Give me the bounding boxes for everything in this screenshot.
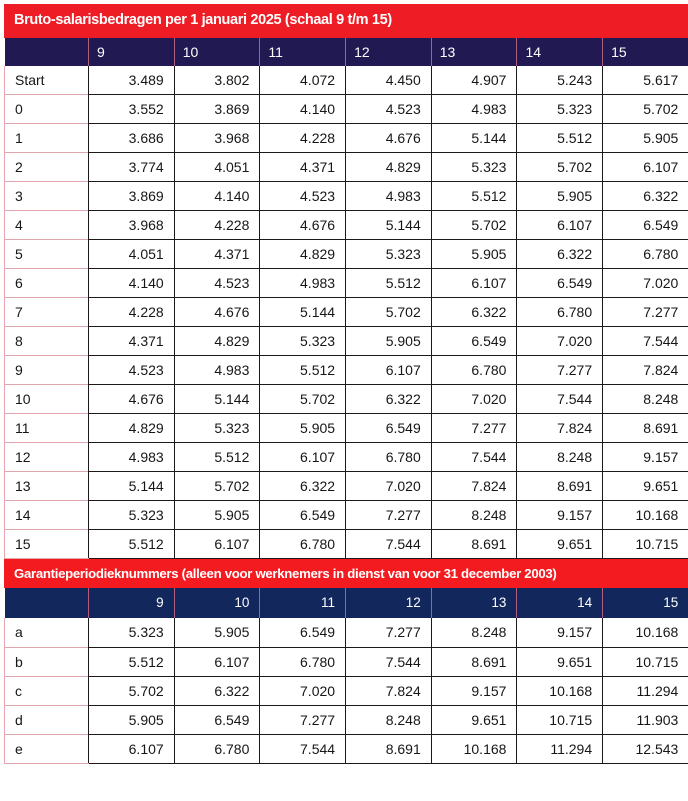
table-row [5,124,688,153]
table-row [5,385,688,414]
table1-cell: 3.869 [89,182,175,211]
table-row [5,472,688,501]
table1-cell: 6.780 [431,356,517,385]
table1-cell: 3.774 [89,153,175,182]
table1-cell: 4.829 [89,414,175,443]
table1-cell: 5.512 [346,269,432,298]
table2-cell: 6.322 [174,676,260,705]
table1-cell: 7.824 [431,472,517,501]
table1-column-header-9: 9 [89,38,175,66]
table1-cell: 5.702 [603,95,688,124]
table1-row-label: 0 [5,95,89,124]
table-row [5,734,688,763]
table1-cell: 4.983 [431,95,517,124]
table1-cell: 5.702 [517,153,603,182]
table1-cell: 4.829 [174,327,260,356]
table1-cell: 4.907 [431,66,517,95]
table-row [5,618,688,647]
table2-cell: 10.715 [603,647,688,676]
table1-cell: 5.905 [431,240,517,269]
table1-cell: 4.140 [260,95,346,124]
table2-cell: 8.248 [346,705,432,734]
table1-cell: 3.686 [89,124,175,153]
table2-body [5,618,688,763]
table2-cell: 5.702 [89,676,175,705]
table1-cell: 3.968 [174,124,260,153]
table1-cell: 8.691 [431,530,517,559]
table2-cell: 5.512 [89,647,175,676]
table2-cell: 8.248 [431,618,517,647]
table1-cell: 9.157 [517,501,603,530]
table1-cell: 4.983 [346,182,432,211]
table1-cell: 4.140 [89,269,175,298]
table-row [5,414,688,443]
table1-column-header-14: 14 [517,38,603,66]
table1-cell: 6.549 [517,269,603,298]
table1-cell: 4.523 [260,182,346,211]
table1-cell: 5.144 [174,385,260,414]
table1-cell: 5.702 [174,472,260,501]
table1-cell: 4.983 [89,443,175,472]
table2-cell: 7.277 [260,705,346,734]
gross-salary-table [4,38,688,560]
table1-cell: 6.780 [603,240,688,269]
table1-cell: 5.905 [174,501,260,530]
table2-cell: 10.168 [517,676,603,705]
table2-cell: 6.107 [89,734,175,763]
table1-cell: 7.020 [346,472,432,501]
table-row [5,676,688,705]
table1-cell: 5.144 [89,472,175,501]
table1-cell: 6.107 [517,211,603,240]
table-row [5,240,688,269]
table1-cell: 4.228 [260,124,346,153]
table1-cell: 6.549 [603,211,688,240]
table1-cell: 6.322 [603,182,688,211]
table2-cell: 5.905 [89,705,175,734]
table2-cell: 10.168 [431,734,517,763]
table-row [5,327,688,356]
table1-cell: 3.968 [89,211,175,240]
table2-cell: 11.294 [517,734,603,763]
table1-cell: 5.512 [260,356,346,385]
table1-title-bar: Bruto-salarisbedragen per 1 januari 2025 (schaal 9 t/m 15) [4,4,688,38]
table2-cell: 5.905 [174,618,260,647]
table1-row-label: 15 [5,530,89,559]
table1-cell: 4.676 [346,124,432,153]
table1-head [5,38,688,66]
table1-row-label: 10 [5,385,89,414]
table1-cell: 6.322 [260,472,346,501]
table1-row-label: 6 [5,269,89,298]
table1-cell: 5.905 [346,327,432,356]
table1-row-label: 14 [5,501,89,530]
table-row [5,182,688,211]
table2-cell: 6.780 [174,734,260,763]
table1-cell: 8.248 [603,385,688,414]
table1-cell: 6.322 [431,298,517,327]
table1-column-header-11: 11 [260,38,346,66]
table1-cell: 5.702 [260,385,346,414]
table1-cell: 5.323 [431,153,517,182]
table2-cell: 6.549 [260,618,346,647]
table2-column-header-10: 10 [174,588,260,618]
table2-title-bar: Garantieperiodieknummers (alleen voor werknemers in dienst van voor 31 december 2003) [4,559,688,588]
table-row [5,298,688,327]
table1-cell: 3.802 [174,66,260,95]
table1-cell: 6.107 [260,443,346,472]
table1-cell: 4.676 [260,211,346,240]
table-row [5,95,688,124]
table1-cell: 4.140 [174,182,260,211]
table2-cell: 9.157 [517,618,603,647]
table1-cell: 7.544 [517,385,603,414]
table1-cell: 7.277 [431,414,517,443]
table1-cell: 5.512 [174,443,260,472]
table1-cell: 4.523 [346,95,432,124]
table-row [5,211,688,240]
table1-cell: 6.107 [431,269,517,298]
table2-column-header-14: 14 [517,588,603,618]
table1-row-label: 13 [5,472,89,501]
table1-cell: 6.107 [603,153,688,182]
table2-cell: 10.168 [603,618,688,647]
table2-row-label: c [5,676,89,705]
table2-cell: 7.277 [346,618,432,647]
table1-cell: 7.277 [517,356,603,385]
table1-row-label: 3 [5,182,89,211]
table1-cell: 5.512 [431,182,517,211]
table1-cell: 10.715 [603,530,688,559]
table1-cell: 6.549 [346,414,432,443]
table1-cell: 6.549 [431,327,517,356]
table2-header-row [5,588,688,618]
table1-cell: 7.020 [517,327,603,356]
table1-cell: 5.144 [346,211,432,240]
table1-row-label: 8 [5,327,89,356]
table2-cell: 7.824 [346,676,432,705]
table1-cell: 5.905 [603,124,688,153]
table1-cell: 6.107 [346,356,432,385]
table2-corner-header [5,588,89,618]
table1-row-label: 12 [5,443,89,472]
table1-cell: 5.617 [603,66,688,95]
table2-cell: 9.651 [431,705,517,734]
table2-row-label: a [5,618,89,647]
table1-cell: 7.544 [603,327,688,356]
table1-cell: 9.651 [517,530,603,559]
table-row [5,66,688,95]
table1-cell: 6.107 [174,530,260,559]
table1-column-header-15: 15 [603,38,688,66]
table1-cell: 3.869 [174,95,260,124]
table1-cell: 9.157 [603,443,688,472]
table2-cell: 9.651 [517,647,603,676]
table1-cell: 6.322 [517,240,603,269]
table2-head [5,588,688,618]
table1-column-header-13: 13 [431,38,517,66]
table1-cell: 4.829 [260,240,346,269]
table2-cell: 11.903 [603,705,688,734]
table1-row-label: 1 [5,124,89,153]
table1-cell: 6.780 [517,298,603,327]
table1-cell: 8.691 [517,472,603,501]
guarantee-period-table [4,588,688,764]
table1-cell: 6.322 [346,385,432,414]
table1-cell: 3.552 [89,95,175,124]
table1-cell: 5.323 [517,95,603,124]
table1-cell: 6.549 [260,501,346,530]
table1-cell: 5.905 [517,182,603,211]
table1-cell: 5.323 [89,501,175,530]
table2-column-header-9: 9 [89,588,175,618]
table-row [5,705,688,734]
table-row [5,530,688,559]
table1-cell: 5.243 [517,66,603,95]
table1-cell: 4.676 [89,385,175,414]
table1-cell: 4.228 [174,211,260,240]
table2-column-header-15: 15 [603,588,688,618]
table1-cell: 4.983 [174,356,260,385]
table-row [5,443,688,472]
table2-cell: 6.780 [260,647,346,676]
table1-cell: 4.371 [89,327,175,356]
table1-cell: 4.676 [174,298,260,327]
table1-cell: 4.072 [260,66,346,95]
table2-cell: 10.715 [517,705,603,734]
table2-column-header-11: 11 [260,588,346,618]
table1-cell: 5.144 [260,298,346,327]
table2-cell: 5.323 [89,618,175,647]
table1-cell: 8.248 [431,501,517,530]
table1-cell: 7.020 [431,385,517,414]
table1-cell: 5.323 [174,414,260,443]
table1-column-header-10: 10 [174,38,260,66]
table1-cell: 7.277 [603,298,688,327]
table1-cell: 4.983 [260,269,346,298]
table1-cell: 4.051 [174,153,260,182]
table2-cell: 6.549 [174,705,260,734]
table1-cell: 4.450 [346,66,432,95]
table1-cell: 4.523 [89,356,175,385]
table2-row-label: d [5,705,89,734]
table1-cell: 6.780 [260,530,346,559]
table2-row-label: e [5,734,89,763]
table1-cell: 8.691 [603,414,688,443]
table2-cell: 6.107 [174,647,260,676]
table1-cell: 5.144 [431,124,517,153]
table1-row-label: 4 [5,211,89,240]
table1-cell: 5.323 [346,240,432,269]
table1-cell: 9.651 [603,472,688,501]
table1-corner-header [5,38,89,66]
table2-cell: 9.157 [431,676,517,705]
table1-cell: 8.248 [517,443,603,472]
table1-cell: 5.905 [260,414,346,443]
table1-row-label: 2 [5,153,89,182]
table1-cell: 7.020 [603,269,688,298]
table1-cell: 7.544 [346,530,432,559]
table1-cell: 4.228 [89,298,175,327]
table2-column-header-13: 13 [431,588,517,618]
table-row [5,269,688,298]
table1-cell: 7.544 [431,443,517,472]
table-row [5,501,688,530]
table2-cell: 7.544 [346,647,432,676]
table1-row-label: 11 [5,414,89,443]
table1-cell: 4.523 [174,269,260,298]
table1-cell: 3.489 [89,66,175,95]
table1-cell: 5.702 [431,211,517,240]
table1-cell: 4.371 [260,153,346,182]
table1-cell: 7.824 [517,414,603,443]
table1-cell: 10.168 [603,501,688,530]
table2-cell: 12.543 [603,734,688,763]
table1-cell: 4.371 [174,240,260,269]
table1-cell: 5.512 [89,530,175,559]
table1-cell: 4.051 [89,240,175,269]
table1-row-label: 9 [5,356,89,385]
table2-row-label: b [5,647,89,676]
table1-header-row [5,38,688,66]
table2-cell: 11.294 [603,676,688,705]
table1-cell: 5.323 [260,327,346,356]
table1-row-label: Start [5,66,89,95]
table2-cell: 8.691 [346,734,432,763]
table1-row-label: 7 [5,298,89,327]
table1-cell: 7.824 [603,356,688,385]
table1-cell: 6.780 [346,443,432,472]
table2-cell: 7.544 [260,734,346,763]
table-row [5,356,688,385]
table-row [5,647,688,676]
table2-cell: 7.020 [260,676,346,705]
table1-body [5,66,688,559]
table1-cell: 5.702 [346,298,432,327]
table1-column-header-12: 12 [346,38,432,66]
table-row [5,153,688,182]
table1-cell: 4.829 [346,153,432,182]
table2-column-header-12: 12 [346,588,432,618]
table1-cell: 7.277 [346,501,432,530]
table1-cell: 5.512 [517,124,603,153]
table1-row-label: 5 [5,240,89,269]
table2-cell: 8.691 [431,647,517,676]
